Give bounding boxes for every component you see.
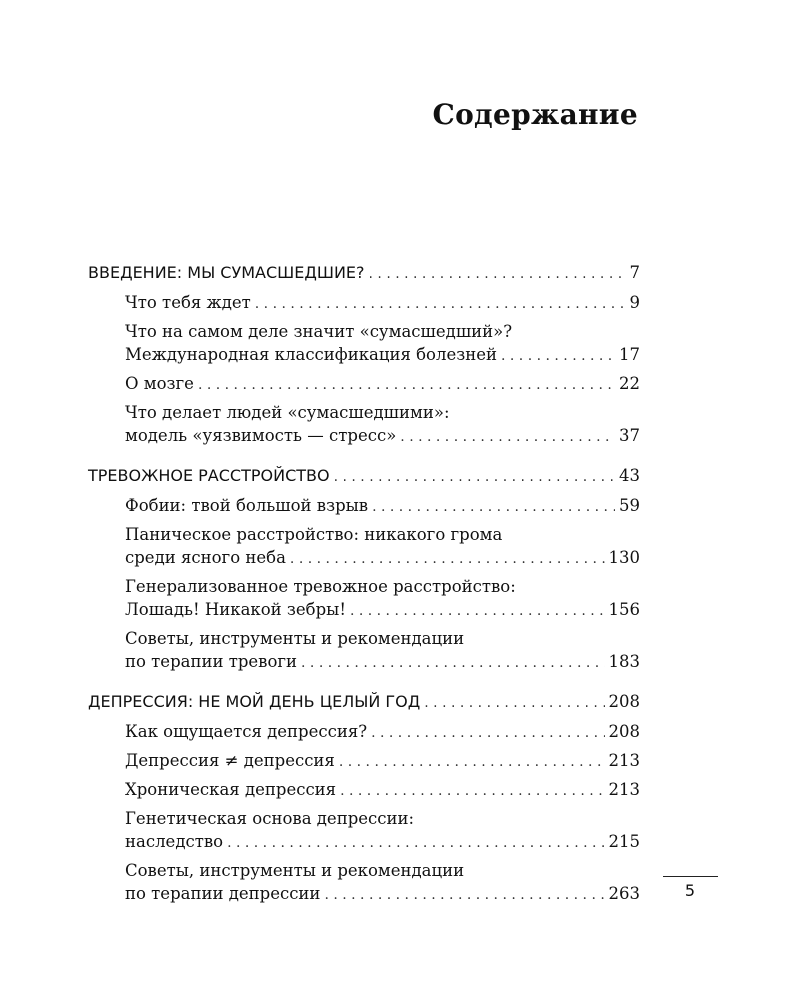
entry-page: 213 [608,780,640,799]
entry-title: Как ощущается депрессия? [125,722,368,741]
toc-chapter[interactable] [88,691,640,720]
entry-title-line2: Международная классификация болезней [125,345,497,364]
entry-title-line1: Что на самом деле значит «сумасшедший»? [125,322,513,341]
leader-dots [424,692,604,714]
entry-page: 213 [608,751,640,770]
leader-dots [290,548,605,571]
entry-title: Фобии: твой большой взрыв [125,496,369,515]
leader-dots [371,722,604,745]
entry-page: 183 [608,652,640,671]
toc-entry[interactable] [88,749,640,778]
leader-dots [324,884,604,907]
entry-title: О мозге [125,374,194,393]
entry-title-line2: по терапии депрессии [125,884,321,903]
entry-page: 263 [608,884,640,903]
entry-title-line1: Что делает людей «сумасшедшими»: [125,403,450,422]
toc-section-introduction [88,262,640,453]
chapter-page: 208 [608,692,640,711]
entry-page: 9 [629,293,640,312]
leader-dots [255,293,626,316]
toc-entry[interactable] [88,720,640,749]
chapter-page: 7 [629,263,640,282]
entry-title-line2: по терапии тревоги [125,652,298,671]
toc-chapter[interactable] [88,262,640,291]
entry-page: 156 [608,600,640,619]
toc-entry[interactable] [88,401,640,453]
page-title: Содержание [432,98,638,131]
toc-entry[interactable] [88,320,640,372]
entry-title: Депрессия ≠ депрессия [125,751,335,770]
toc-section-anxiety [88,465,640,679]
entry-page: 208 [608,722,640,741]
toc-entry[interactable] [88,778,640,807]
chapter-title: ТРЕВОЖНОЕ РАССТРОЙСТВО [88,466,330,485]
entry-title: Хроническая депрессия [125,780,337,799]
entry-page: 37 [619,426,640,445]
toc-chapter[interactable] [88,465,640,494]
entry-page: 59 [619,496,640,515]
table-of-contents [88,262,640,923]
leader-dots [301,652,604,675]
toc-entry[interactable] [88,859,640,911]
chapter-page: 43 [619,466,640,485]
entry-title-line2: Лошадь! Никакой зебры! [125,600,346,619]
leader-dots [340,780,604,803]
entry-title-line1: Советы, инструменты и рекомендации [125,629,465,648]
toc-entry[interactable] [88,627,640,679]
leader-dots [369,263,626,285]
entry-title-line1: Паническое расстройство: никакого грома [125,525,503,544]
entry-page: 130 [608,548,640,567]
leader-dots [501,345,615,368]
entry-title-line1: Генетическая основа депрессии: [125,809,415,828]
leader-dots [339,751,605,774]
page-number: 5 [684,881,696,900]
entry-title: Что тебя ждет [125,293,251,312]
toc-entry[interactable] [88,372,640,401]
entry-page: 22 [619,374,640,393]
toc-entry[interactable] [88,291,640,320]
entry-page: 17 [619,345,640,364]
chapter-title: ДЕПРЕССИЯ: НЕ МОЙ ДЕНЬ ЦЕЛЫЙ ГОД [88,692,421,711]
leader-dots [400,426,615,449]
toc-entry[interactable] [88,494,640,523]
toc-entry[interactable] [88,575,640,627]
leader-dots [350,600,605,623]
toc-section-depression [88,691,640,911]
entry-page: 215 [608,832,640,851]
folio-rule [663,876,718,877]
entry-title-line2: наследство [125,832,224,851]
leader-dots [227,832,604,855]
entry-title-line1: Генерализованное тревожное расстройство: [125,577,516,596]
entry-title-line2: модель «уязвимость — стресс» [125,426,397,445]
entry-title-line2: среди ясного неба [125,548,286,567]
chapter-title: ВВЕДЕНИЕ: МЫ СУМАСШЕДШИЕ? [88,263,365,282]
toc-entry[interactable] [88,807,640,859]
leader-dots [372,496,615,519]
entry-title-line1: Советы, инструменты и рекомендации [125,861,465,880]
leader-dots [198,374,615,397]
toc-entry[interactable] [88,523,640,575]
leader-dots [334,466,615,488]
